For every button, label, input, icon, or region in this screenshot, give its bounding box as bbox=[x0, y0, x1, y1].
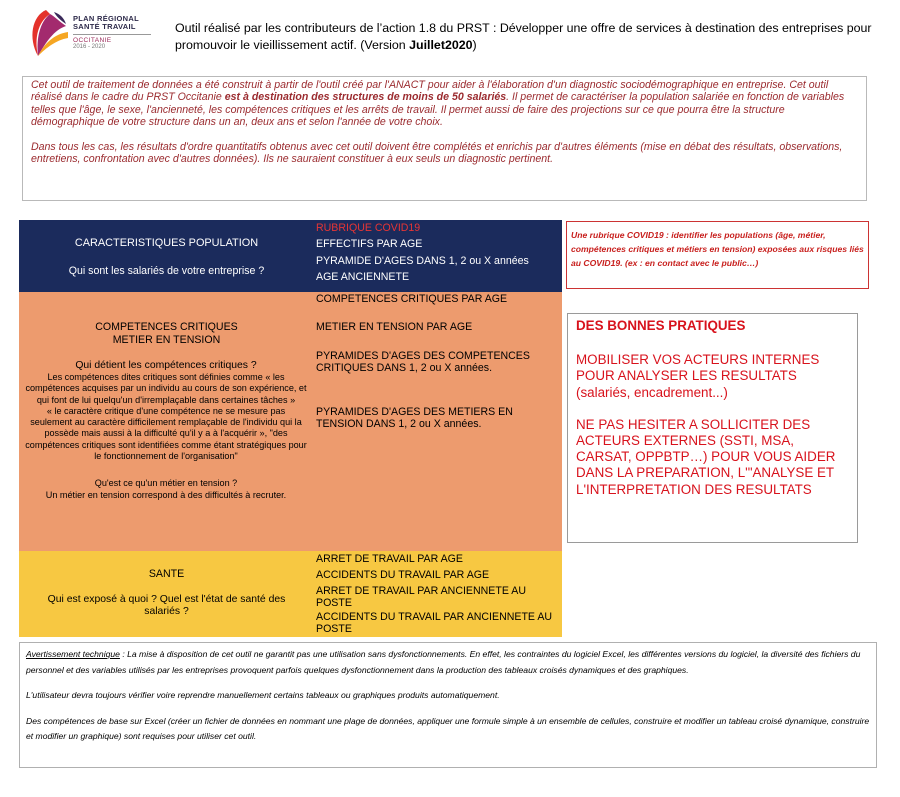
bonnes-pratiques-box bbox=[567, 313, 858, 543]
item-age-anciennete[interactable]: AGE ANCIENNETE bbox=[316, 271, 410, 283]
bonnes-pratiques-p1: MOBILISER VOS ACTEURS INTERNES POUR ANALYSER LES RESULTATS bbox=[576, 352, 820, 384]
intro-paragraph-2: Dans tous les cas, les résultats d'ordre quantitatifs obtenus avec cet outil doivent être complétés et enrichis par d'autres éléments (mise en débat des résultats, observations, entretiens, confrontation avec d'autres données). Ils ne sauraient constituer à eux seuls un diagnostic pertinent. bbox=[31, 140, 843, 166]
avertissement-box bbox=[19, 642, 877, 768]
sante-label bbox=[19, 551, 314, 637]
item-pyramides-metiers[interactable]: PYRAMIDES D'AGES DES METIERS EN TENSION DANS 1, 2 ou X années. bbox=[316, 406, 513, 430]
page-header: Outil réalisé par les contributeurs de l’action 1.8 du PRST : Développer une offre de services à destination des entreprises pour promouvoir le vieillissement actif. (Version Juillet2020) bbox=[175, 21, 872, 52]
item-pyramides-competences[interactable]: PYRAMIDES D'AGES DES COMPETENCES CRITIQUES DANS 1, 2 ou X années. bbox=[316, 350, 530, 374]
section-sante bbox=[19, 551, 562, 637]
competences-title: COMPETENCES CRITIQUES METIER EN TENSION bbox=[95, 321, 238, 346]
sante-title: SANTE bbox=[148, 568, 185, 580]
prst-logo bbox=[24, 8, 174, 64]
bonnes-pratiques-title: DES BONNES PRATIQUES bbox=[576, 318, 746, 333]
population-label bbox=[19, 220, 314, 292]
item-rubrique-covid[interactable]: RUBRIQUE COVID19 bbox=[316, 222, 421, 234]
header-text: Outil réalisé par les contributeurs de l’action 1.8 du PRST : Développer une offre de services à destination des entreprises pour promouvoir le vieillissement actif. (Version bbox=[175, 21, 872, 52]
competences-description: Qui détient les compétences critiques ? Les compétences dites critiques sont définies comme « les compétences acquises par un individu au cours de son expérience, et qui font de lui quelqu'un d'irremplaçable dans certaines tâches » « le caractère critique d'une compétence ne se mesure pas seulement au caractère difficilement remplaçable de l'individu qui la possède mais aussi à la difficulté qu'il y a à l'acquérir », "des compétences critiques sont identifiées comme étant stratégiques pour le fonctionnement de l'organisation" Qu'est ce qu'un métier en tension ? Un métier en tension correspond à des difficultés à recruter. bbox=[25, 360, 307, 500]
item-pyramide-ages[interactable]: PYRAMIDE D'AGES DANS 1, 2 ou X années bbox=[316, 255, 529, 267]
competences-label bbox=[19, 292, 314, 551]
sante-question: Qui est exposé à quoi ? Quel est l'état de santé des salariés ? bbox=[47, 594, 286, 617]
warning-p1: Avertissement technique : La mise à disposition de cet outil ne garantit pas une utilisation sans dysfonctionnements. En effet, les contraintes du logiciel Excel, les différentes versions du logiciel, la diversité des fichiers du personnel et des variables utilisés par les entreprises provoquent parfois quelques dysfonctionnement dans la production des tableaux croisés dynamiques et des graphiques. bbox=[26, 649, 861, 675]
item-arret-travail-anciennete[interactable]: ARRET DE TRAVAIL PAR ANCIENNETE AU POSTE bbox=[316, 585, 526, 609]
item-arret-travail-age[interactable]: ARRET DE TRAVAIL PAR AGE bbox=[316, 553, 463, 565]
section-competences bbox=[19, 292, 562, 551]
logo-line-2: SANTÉ TRAVAIL bbox=[73, 22, 136, 31]
covid-note: Une rubrique COVID19 : identifier les populations (âge, métier, compétences critiques et métiers en tension) exposées aux risques liés au COVID19. (ex : en contact avec le public…) bbox=[566, 221, 869, 289]
logo-line-1: PLAN RÉGIONAL bbox=[73, 14, 139, 23]
logo-line-4: 2016 - 2020 bbox=[73, 44, 106, 50]
population-question: Qui sont les salariés de votre entreprise ? bbox=[68, 265, 265, 277]
intro-paragraph-1: Cet outil de traitement de données a été construit à partir de l'outil créé par l'ANACT pour aider à l'élaboration d'un diagnostic sociodémographique en entreprise. Cet outil réalisé dans le cadre du PRST Occitanie est à destination des structures de moins de 50 salariés. Il permet de caractériser la population salariée en fonction de variables telles que l'âge, le sexe, l'ancienneté, les compétences critiques et les arrêts de travail. Il permet aussi de faire des projections sur ce que pourra être la structure démographique de votre structure dans un an, deux ans et selon l'année de votre choix. bbox=[31, 79, 845, 129]
bonnes-pratiques-p2: NE PAS HESITER A SOLLICITER DES ACTEURS EXTERNES (SSTI, MSA, CARSAT, OPPBTP…) POUR VOUS AIDER DANS LA PREPARATION, L'"ANALYSE ET L'INTERPRETATION DES RESULTATS bbox=[576, 416, 836, 497]
section-population bbox=[19, 220, 562, 292]
item-accidents-anciennete[interactable]: ACCIDENTS DU TRAVAIL PAR ANCIENNETE AU POSTE bbox=[316, 611, 553, 635]
sante-items bbox=[316, 551, 562, 637]
population-title: CARACTERISTIQUES POPULATION bbox=[74, 237, 259, 249]
competences-items bbox=[316, 292, 562, 551]
item-competences-critiques-par-age[interactable]: COMPETENCES CRITIQUES PAR AGE bbox=[316, 293, 508, 305]
logo-swoosh-icon bbox=[24, 8, 70, 60]
header-version: Juillet2020 bbox=[409, 38, 473, 52]
item-accidents-age[interactable]: ACCIDENTS DU TRAVAIL PAR AGE bbox=[316, 569, 490, 581]
population-items bbox=[316, 220, 562, 292]
item-metier-tension-par-age[interactable]: METIER EN TENSION PAR AGE bbox=[316, 321, 473, 333]
item-effectifs-par-age[interactable]: EFFECTIFS PAR AGE bbox=[316, 238, 423, 250]
warning-p3: Des compétences de base sur Excel (créer un fichier de données en nommant une plage de données, appliquer une formule simple à un ensemble de cellules, construire et modifier un tableau croisé dynamique, construire et modifier un graphique) sont requises pour utiliser cet outil. bbox=[26, 715, 870, 742]
logo-line-3: OCCITANIE bbox=[73, 37, 112, 44]
bonnes-pratiques-p1-sub: (salariés, encadrement...) bbox=[576, 384, 728, 400]
intro-box bbox=[22, 76, 867, 201]
warning-p2: L'utilisateur devra toujours vérifier voire reprendre manuellement certains tableaux ou graphiques produits automatiquement. bbox=[26, 690, 500, 701]
